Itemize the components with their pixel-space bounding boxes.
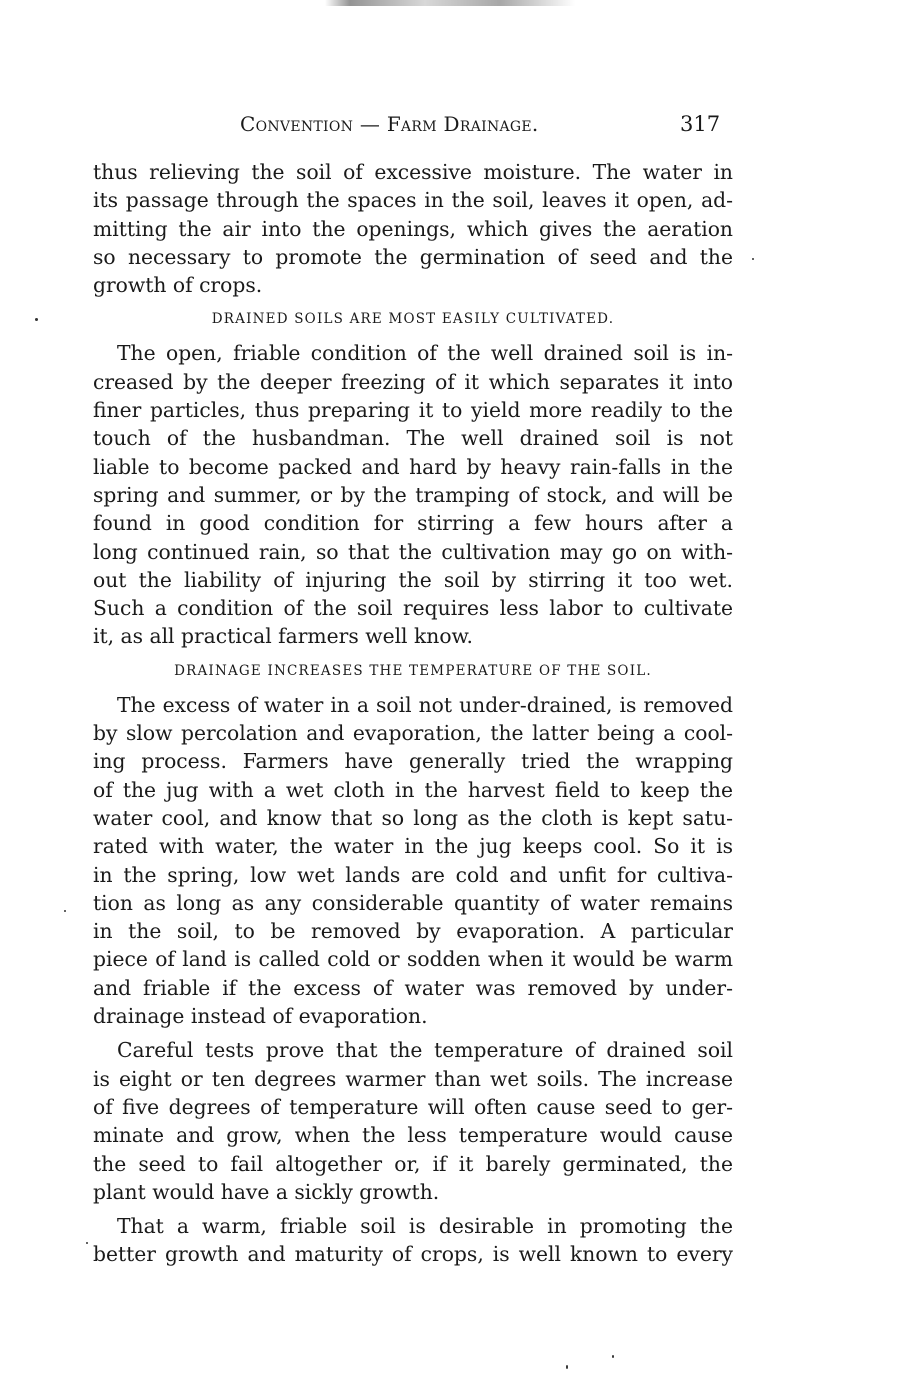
text-line: found in good condition for stirring a few hours after a bbox=[93, 511, 733, 536]
ink-speck bbox=[35, 318, 38, 321]
ink-speck bbox=[752, 258, 754, 260]
page-number: 317 bbox=[680, 112, 721, 136]
text-line: its passage through the spaces in the soil, leaves it open, ad- bbox=[93, 188, 733, 213]
ink-speck bbox=[566, 1365, 568, 1369]
text-line: by slow percolation and evaporation, the latter being a cool- bbox=[93, 721, 733, 746]
ink-speck bbox=[86, 1242, 88, 1244]
text-line: better growth and maturity of crops, is well known to every bbox=[93, 1242, 733, 1267]
text-line: That a warm, friable soil is desirable in promoting the bbox=[117, 1214, 733, 1239]
text-line: and friable if the excess of water was removed by under- bbox=[93, 975, 733, 1000]
text-line: ing process. Farmers have generally tried the wrapping bbox=[93, 749, 733, 774]
page-header bbox=[0, 110, 909, 142]
text-line: spring and summer, or by the tramping of stock, and will be bbox=[93, 482, 733, 507]
text-line: of the jug with a wet cloth in the harvest field to keep the bbox=[93, 777, 733, 802]
text-line: rated with water, the water in the jug keeps cool. So it is bbox=[93, 834, 733, 859]
running-title: Convention — Farm Drainage. bbox=[240, 112, 539, 136]
paragraph-careful-tests bbox=[93, 1036, 733, 1206]
text-line: tion as long as any considerable quantity of water remains bbox=[93, 890, 733, 915]
paragraph-excess-water bbox=[93, 691, 733, 1031]
text-line: it, as all practical farmers well know. bbox=[93, 624, 473, 649]
text-line: piece of land is called cold or sodden when it would be warm bbox=[93, 947, 733, 972]
text-line: in the spring, low wet lands are cold and unfit for cultiva- bbox=[93, 862, 733, 887]
paragraph-continuation bbox=[93, 158, 733, 299]
text-line: so necessary to promote the germination of seed and the bbox=[93, 244, 733, 269]
text-line: minate and grow, when the less temperature would cause bbox=[93, 1123, 733, 1148]
text-line: water cool, and know that so long as the cloth is kept satu- bbox=[93, 805, 733, 830]
page-edge-smudge bbox=[325, 0, 575, 6]
text-line: creased by the deeper freezing of it which separates it into bbox=[93, 369, 733, 394]
section-heading-drainage-temperature: DRAINAGE INCREASES THE TEMPERATURE OF THE SOIL. bbox=[174, 662, 652, 679]
text-line: growth of crops. bbox=[93, 273, 263, 298]
page-body bbox=[93, 158, 733, 1269]
text-line: plant would have a sickly growth. bbox=[93, 1179, 440, 1204]
text-line: The excess of water in a soil not under-drained, is removed bbox=[117, 692, 733, 717]
text-line: of five degrees of temperature will often cause seed to ger- bbox=[93, 1094, 733, 1119]
text-line: finer particles, thus preparing it to yield more readily to the bbox=[93, 398, 733, 423]
text-line: Such a condition of the soil requires less labor to cultivate bbox=[93, 596, 733, 621]
text-line: thus relieving the soil of excessive moisture. The water in bbox=[93, 160, 733, 184]
text-line: is eight or ten degrees warmer than wet soils. The increase bbox=[93, 1066, 733, 1091]
text-line: long continued rain, so that the cultivation may go on with- bbox=[93, 539, 733, 564]
text-line: the seed to fail altogether or, if it barely germinated, the bbox=[93, 1151, 733, 1176]
text-line: The open, friable condition of the well drained soil is in- bbox=[117, 341, 733, 366]
text-line: Careful tests prove that the temperature of drained soil bbox=[117, 1038, 733, 1063]
text-line: drainage instead of evaporation. bbox=[93, 1004, 428, 1029]
text-line: out the liability of injuring the soil by stirring it too wet. bbox=[93, 567, 733, 592]
text-line: mitting the air into the openings, which gives the aeration bbox=[93, 216, 733, 241]
text-line: touch of the husbandman. The well drained soil is not bbox=[93, 426, 733, 451]
text-line: liable to become packed and hard by heavy rain-falls in the bbox=[93, 454, 733, 479]
text-line: in the soil, to be removed by evaporation. A particular bbox=[93, 919, 733, 944]
paragraph-warm-friable bbox=[93, 1212, 733, 1269]
ink-speck bbox=[64, 910, 66, 912]
ink-speck bbox=[612, 1355, 614, 1358]
paragraph-friable-condition bbox=[93, 339, 733, 650]
section-heading-drained-soils: DRAINED SOILS ARE MOST EASILY CULTIVATED. bbox=[211, 311, 615, 328]
